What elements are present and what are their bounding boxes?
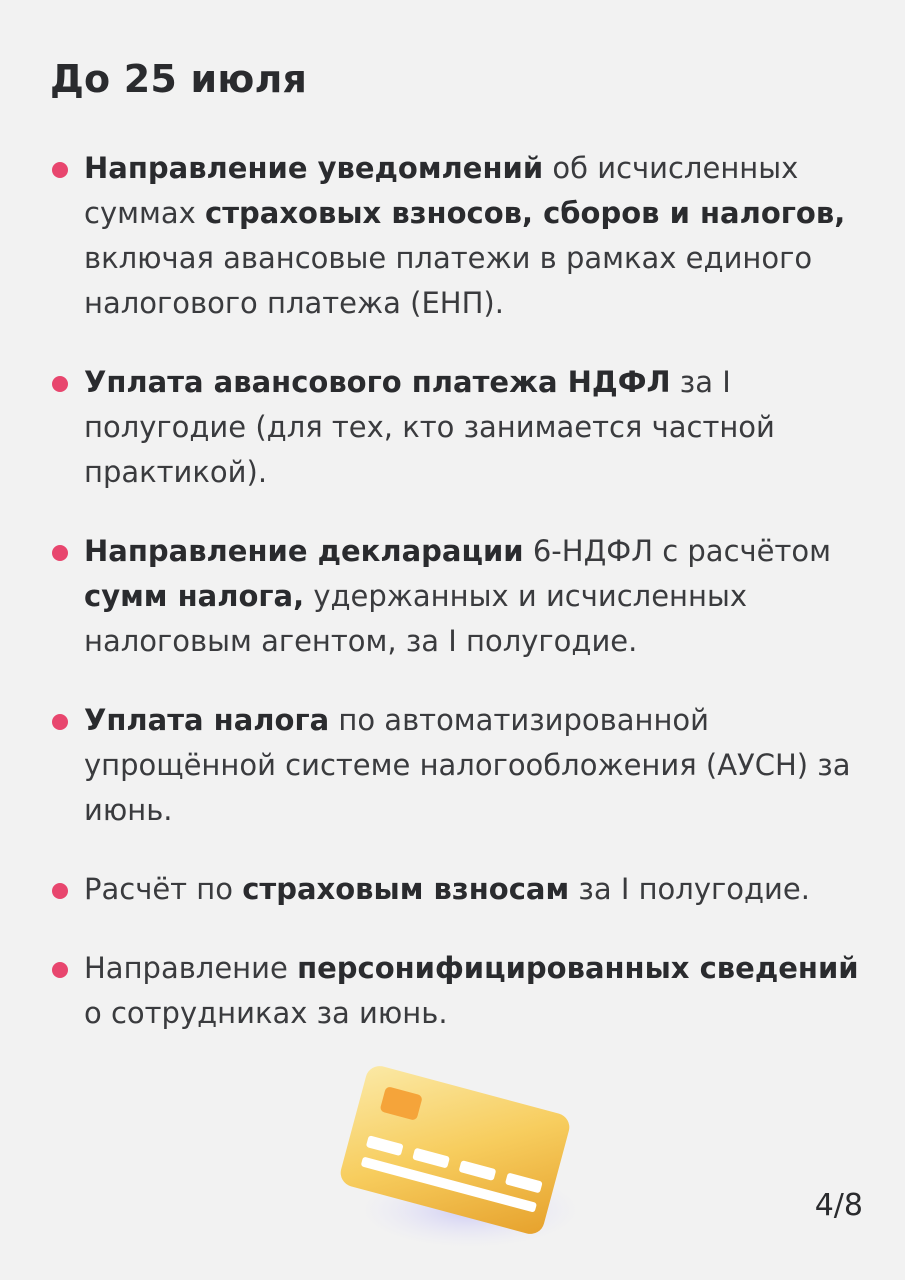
- item-text: удержанных и исчисленных налоговым агентом, за I полугодие.: [84, 579, 748, 658]
- item-text: Направление: [84, 951, 298, 985]
- item-text: об исчисленных суммах: [84, 151, 799, 230]
- page-indicator: 4/8: [814, 1188, 863, 1223]
- bullet-dot-icon: [52, 162, 68, 178]
- bullet-dot-icon: [52, 714, 68, 730]
- credit-card-icon: [320, 1050, 590, 1250]
- item-text-bold: Уплата авансового платежа НДФЛ: [84, 365, 671, 399]
- item-text: 6-НДФЛ с расчётом: [523, 534, 832, 568]
- list-item-text: [84, 872, 810, 906]
- item-text-bold: страховых взносов, сборов и налогов,: [205, 196, 846, 230]
- bullet-dot-icon: [52, 545, 68, 561]
- list-item-text: [84, 365, 775, 489]
- item-text-bold: страховым взносам: [242, 872, 570, 906]
- item-text: по автоматизированной упрощённой системе налогообложения (АУСН) за июнь.: [84, 703, 851, 827]
- list-item: [48, 946, 868, 1036]
- item-text: включая авансовые платежи в рамках единого налогового платежа (ЕНП).: [84, 241, 813, 320]
- item-text: Расчёт по: [84, 872, 243, 906]
- list-item: [48, 360, 868, 495]
- item-text: за I полугодие (для тех, кто занимается частной практикой).: [84, 365, 775, 489]
- bullet-dot-icon: [52, 962, 68, 978]
- item-text: о сотрудниках за июнь.: [84, 996, 448, 1030]
- list-item-text: [84, 534, 831, 658]
- list-item-text: [84, 951, 859, 1030]
- list-item: [48, 867, 868, 912]
- list-item-text: [84, 151, 845, 320]
- bullet-dot-icon: [52, 883, 68, 899]
- list-item: [48, 698, 868, 833]
- item-text-bold: Направление уведомлений: [84, 151, 544, 185]
- page-title: До 25 июля: [50, 57, 308, 101]
- list-item: [48, 146, 868, 326]
- item-text-bold: Направление декларации: [84, 534, 524, 568]
- list-item-text: [84, 703, 851, 827]
- bullet-dot-icon: [52, 376, 68, 392]
- list-item: [48, 529, 868, 664]
- deadline-list: [48, 146, 868, 1036]
- item-text-bold: сумм налога,: [84, 579, 305, 613]
- item-text-bold: Уплата налога: [84, 703, 330, 737]
- item-text: за I полугодие.: [569, 872, 810, 906]
- item-text-bold: персонифицированных сведений: [297, 951, 859, 985]
